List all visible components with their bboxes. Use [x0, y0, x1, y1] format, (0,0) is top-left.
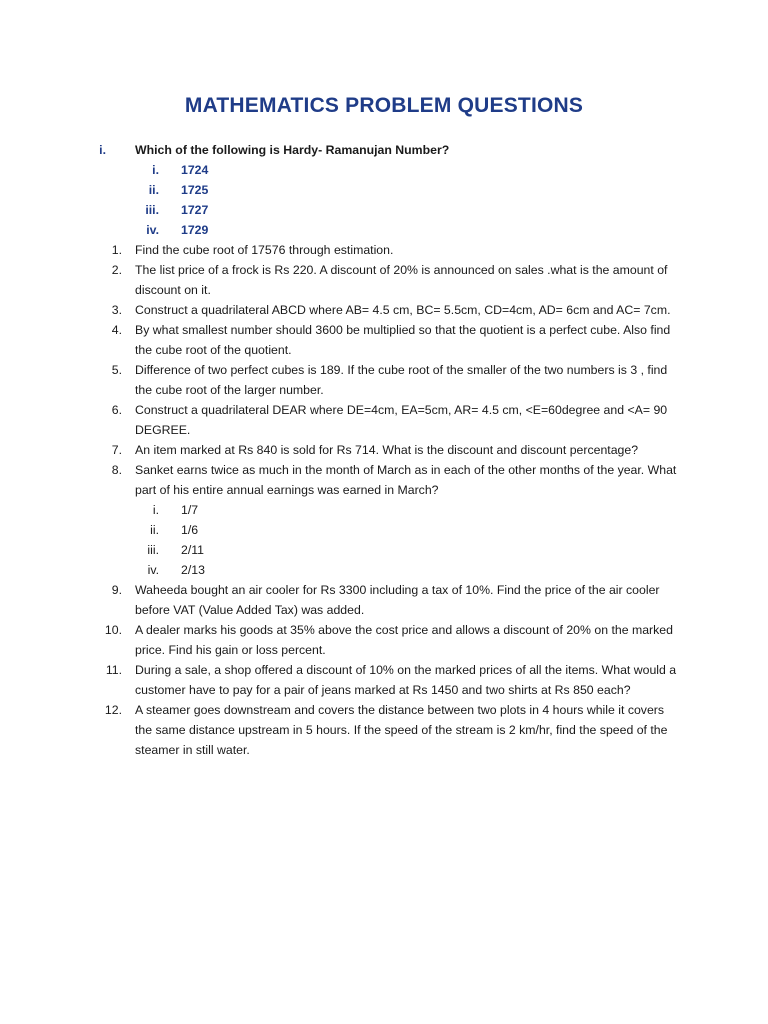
question-text: Waheeda bought an air cooler for Rs 3300 including a tax of 10%. Find the price of the air cooler before VAT (Value Added Tax) was added.	[135, 583, 660, 617]
option-text: 1/6	[181, 523, 199, 537]
question-text: Construct a quadrilateral ABCD where AB= 4.5 cm, BC= 5.5cm, CD=4cm, AD= 6cm and AC= 7cm.	[135, 303, 671, 317]
question-text: The list price of a frock is Rs 220. A discount of 20% is announced on sales .what is the amount of discount on it.	[135, 263, 668, 297]
question-number: 12.	[104, 703, 122, 717]
question-text: Difference of two perfect cubes is 189. If the cube root of the smaller of the two numbers is 3 , find the cube root of the larger number.	[135, 363, 668, 397]
option-label: iii.	[145, 203, 159, 217]
question-text: By what smallest number should 3600 be multiplied so that the quotient is a perfect cube. Also find the cube root of the quotient.	[135, 323, 671, 357]
option-label: iv.	[146, 223, 159, 237]
question-text: A steamer goes downstream and covers the distance between two plots in 4 hours while it covers the same distance upstream in 5 hours. If the speed of the stream is 2 km/hr, find the speed of the steamer in still water.	[135, 703, 668, 757]
option-item	[0, 500, 768, 520]
question-number: 6.	[111, 403, 122, 417]
page-title: MATHEMATICS PROBLEM QUESTIONS	[184, 94, 584, 117]
question-item	[0, 140, 768, 160]
option-item	[0, 220, 768, 240]
question-number: 3.	[111, 303, 122, 317]
option-item	[0, 160, 768, 180]
option-text: 1/7	[181, 503, 199, 517]
question-text: Find the cube root of 17576 through estimation.	[135, 243, 394, 257]
option-item	[0, 520, 768, 540]
question-item	[0, 580, 768, 620]
question-item	[0, 620, 768, 660]
question-number: 7.	[111, 443, 122, 457]
option-label: iv.	[147, 563, 159, 577]
question-number: 4.	[111, 323, 122, 337]
question-item	[0, 660, 768, 700]
option-item	[0, 540, 768, 560]
question-item	[0, 320, 768, 360]
question-text: Construct a quadrilateral DEAR where DE=4cm, EA=5cm, AR= 4.5 cm, <E=60degree and <A= 90 DEGREE.	[135, 403, 668, 437]
question-number: 11.	[105, 663, 122, 677]
question-text: An item marked at Rs 840 is sold for Rs 714. What is the discount and discount percentage?	[135, 443, 639, 457]
option-item	[0, 180, 768, 200]
question-item	[0, 440, 768, 460]
question-item	[0, 300, 768, 320]
question-number: 1.	[111, 243, 122, 257]
option-label: i.	[152, 503, 159, 517]
option-text: 2/11	[181, 543, 205, 557]
question-number: i.	[99, 143, 106, 157]
question-item	[0, 700, 768, 760]
option-label: ii.	[148, 183, 159, 197]
option-label: i.	[152, 163, 159, 177]
question-text: Which of the following is Hardy- Ramanujan Number?	[135, 143, 450, 157]
question-item	[0, 360, 768, 400]
question-item	[0, 460, 768, 500]
option-label: iii.	[147, 543, 159, 557]
question-item	[0, 240, 768, 260]
option-text: 1724	[181, 163, 209, 177]
question-item	[0, 260, 768, 300]
question-number: 2.	[111, 263, 122, 277]
option-text: 1727	[181, 203, 209, 217]
option-text: 1729	[181, 223, 209, 237]
question-number: 8.	[111, 463, 122, 477]
question-number: 5.	[111, 363, 122, 377]
option-item	[0, 560, 768, 580]
option-label: ii.	[150, 523, 159, 537]
option-text: 2/13	[181, 563, 205, 577]
option-text: 1725	[181, 183, 209, 197]
question-text: During a sale, a shop offered a discount of 10% on the marked prices of all the items. What would a customer have to pay for a pair of jeans marked at Rs 1450 and two shirts at Rs 850 each?	[135, 663, 677, 697]
question-list	[0, 140, 768, 760]
question-text: A dealer marks his goods at 35% above the cost price and allows a discount of 20% on the marked price. Find his gain or loss percent.	[135, 623, 673, 657]
question-number: 9.	[111, 583, 122, 597]
question-text: Sanket earns twice as much in the month of March as in each of the other months of the year. What part of his entire annual earnings was earned in March?	[135, 463, 677, 497]
option-item	[0, 200, 768, 220]
question-item	[0, 400, 768, 440]
question-number: 10.	[104, 623, 122, 637]
